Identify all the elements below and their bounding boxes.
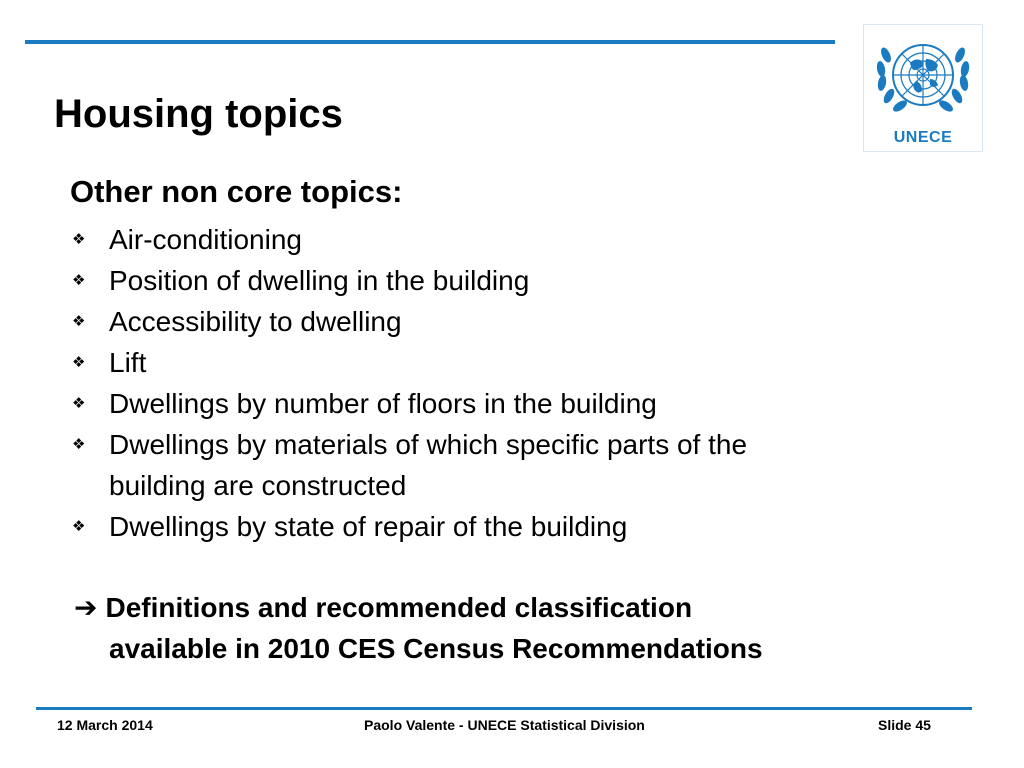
diamond-bullet-icon: ❖ <box>72 517 86 535</box>
list-item <box>70 424 950 506</box>
list-item <box>70 506 950 547</box>
logo-label: UNECE <box>893 129 953 146</box>
slide-number: Slide 45 <box>878 717 931 733</box>
un-emblem-icon <box>864 25 982 125</box>
list-item-text: Air-conditioning <box>109 224 302 255</box>
note-text-line-1: Definitions and recommended classification <box>105 592 693 623</box>
footer-divider <box>36 707 972 710</box>
list-item <box>70 219 950 260</box>
diamond-bullet-icon: ❖ <box>72 353 86 371</box>
note-text-line-2: available in 2010 CES Census Recommendations <box>109 633 763 664</box>
list-item-text: Dwellings by number of floors in the building <box>109 388 657 419</box>
list-item-text: Lift <box>109 347 147 378</box>
unece-logo <box>863 24 983 152</box>
list-item <box>70 342 950 383</box>
right-arrow-icon: ➔ <box>74 591 98 624</box>
list-item <box>70 260 950 301</box>
topic-list <box>70 219 950 547</box>
section-subtitle: Other non core topics: <box>70 174 403 209</box>
diamond-bullet-icon: ❖ <box>72 312 86 330</box>
slide-title: Housing topics <box>54 92 343 136</box>
list-item-text: Position of dwelling in the building <box>109 265 530 296</box>
top-divider <box>25 40 835 44</box>
diamond-bullet-icon: ❖ <box>72 230 86 248</box>
footer-date: 12 March 2014 <box>57 717 153 733</box>
list-item <box>70 383 950 424</box>
note-line-2 <box>74 628 954 669</box>
footer-author: Paolo Valente - UNECE Statistical Division <box>364 717 645 733</box>
list-item-text-continued: building are constructed <box>109 470 407 501</box>
note-line-1 <box>74 587 954 628</box>
diamond-bullet-icon: ❖ <box>72 435 86 453</box>
list-item <box>70 301 950 342</box>
diamond-bullet-icon: ❖ <box>72 271 86 289</box>
recommendation-note <box>74 587 954 669</box>
diamond-bullet-icon: ❖ <box>72 394 86 412</box>
list-item-text: Dwellings by state of repair of the building <box>109 511 628 542</box>
list-item-text: Dwellings by materials of which specific parts of the <box>109 429 748 460</box>
list-item-text: Accessibility to dwelling <box>109 306 402 337</box>
